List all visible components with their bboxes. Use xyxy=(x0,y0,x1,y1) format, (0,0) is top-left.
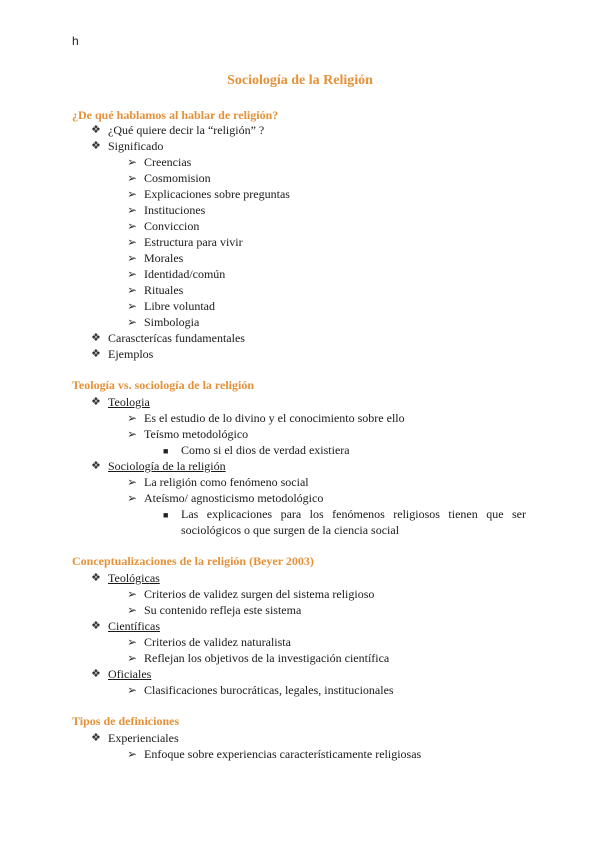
diamond-bullet-icon: ❖ xyxy=(91,124,101,136)
diamond-bullet-icon: ❖ xyxy=(91,620,101,632)
arrow-bullet-icon: ➢ xyxy=(127,171,138,185)
arrow-bullet-icon: ➢ xyxy=(127,235,138,249)
list-item: Sociología de la religión xyxy=(108,459,226,473)
arrow-bullet-icon: ➢ xyxy=(127,219,138,233)
list-item: Teologia xyxy=(108,395,150,409)
arrow-bullet-icon: ➢ xyxy=(127,491,138,505)
list-item: Clasificaciones burocráticas, legales, institucionales xyxy=(144,683,394,697)
arrow-bullet-icon: ➢ xyxy=(127,747,138,761)
arrow-bullet-icon: ➢ xyxy=(127,651,138,665)
list-item: Estructura para vivir xyxy=(144,235,243,249)
list-item: Reflejan los objetivos de la investigación científica xyxy=(144,651,390,665)
arrow-bullet-icon: ➢ xyxy=(127,283,138,297)
list-item: Simbologia xyxy=(144,315,200,329)
header-mark: h xyxy=(72,34,79,48)
list-item: Criterios de validez surgen del sistema religioso xyxy=(144,587,375,601)
diamond-bullet-icon: ❖ xyxy=(91,668,101,680)
list-item: Su contenido refleja este sistema xyxy=(144,603,302,617)
list-item: La religión como fenómeno social xyxy=(144,475,309,489)
section-heading: Teología vs. sociología de la religión xyxy=(72,378,255,392)
diamond-bullet-icon: ❖ xyxy=(91,396,101,408)
arrow-bullet-icon: ➢ xyxy=(127,203,138,217)
page-title: Sociología de la Religión xyxy=(227,73,373,88)
square-bullet-icon: ■ xyxy=(163,510,169,520)
diamond-bullet-icon: ❖ xyxy=(91,732,101,744)
list-item: Rituales xyxy=(144,283,184,297)
list-item: Teísmo metodológico xyxy=(144,427,249,441)
arrow-bullet-icon: ➢ xyxy=(127,155,138,169)
list-item: Experienciales xyxy=(108,731,179,745)
arrow-bullet-icon: ➢ xyxy=(127,411,138,425)
list-item: Explicaciones sobre preguntas xyxy=(144,187,290,201)
list-item: Teológicas xyxy=(108,571,160,585)
arrow-bullet-icon: ➢ xyxy=(127,427,138,441)
list-item: Cosmomision xyxy=(144,171,211,185)
arrow-bullet-icon: ➢ xyxy=(127,683,138,697)
list-item: Es el estudio de lo divino y el conocimiento sobre ello xyxy=(144,411,405,425)
list-item: Creencias xyxy=(144,155,192,169)
square-bullet-icon: ■ xyxy=(163,446,169,456)
list-item: Significado xyxy=(108,139,164,153)
arrow-bullet-icon: ➢ xyxy=(127,475,138,489)
diamond-bullet-icon: ❖ xyxy=(91,572,101,584)
arrow-bullet-icon: ➢ xyxy=(127,187,138,201)
arrow-bullet-icon: ➢ xyxy=(127,299,138,313)
list-item: Libre voluntad xyxy=(144,299,215,313)
list-item: Criterios de validez naturalista xyxy=(144,635,291,649)
list-item: Enfoque sobre experiencias característicamente religiosas xyxy=(144,747,422,761)
arrow-bullet-icon: ➢ xyxy=(127,603,138,617)
section-heading: Tipos de definiciones xyxy=(72,714,180,728)
list-item: Oficiales xyxy=(108,667,152,681)
list-item: Conviccion xyxy=(144,219,200,233)
list-item: Como si el dios de verdad existiera xyxy=(181,443,350,457)
list-item: Carascterícas fundamentales xyxy=(108,331,245,345)
list-item: Ateísmo/ agnosticismo metodológico xyxy=(144,491,324,505)
section-heading: ¿De qué hablamos al hablar de religión? xyxy=(72,108,279,122)
diamond-bullet-icon: ❖ xyxy=(91,460,101,472)
list-item: Identidad/común xyxy=(144,267,226,281)
list-item: Instituciones xyxy=(144,203,206,217)
section-heading: Conceptualizaciones de la religión (Beyer 2003) xyxy=(72,554,314,568)
arrow-bullet-icon: ➢ xyxy=(127,635,138,649)
arrow-bullet-icon: ➢ xyxy=(127,315,138,329)
diamond-bullet-icon: ❖ xyxy=(91,140,101,152)
arrow-bullet-icon: ➢ xyxy=(127,587,138,601)
arrow-bullet-icon: ➢ xyxy=(127,267,138,281)
arrow-bullet-icon: ➢ xyxy=(127,251,138,265)
list-item: ¿Qué quiere decir la “religión” ? xyxy=(108,123,265,137)
diamond-bullet-icon: ❖ xyxy=(91,348,101,360)
list-item: Morales xyxy=(144,251,184,265)
list-item: Ejemplos xyxy=(108,347,154,361)
list-item: Las explicaciones para los fenómenos religiosos tienen que ser sociológicos o que surgen de la ciencia social xyxy=(181,507,526,537)
diamond-bullet-icon: ❖ xyxy=(91,332,101,344)
list-item: Científicas xyxy=(108,619,160,633)
